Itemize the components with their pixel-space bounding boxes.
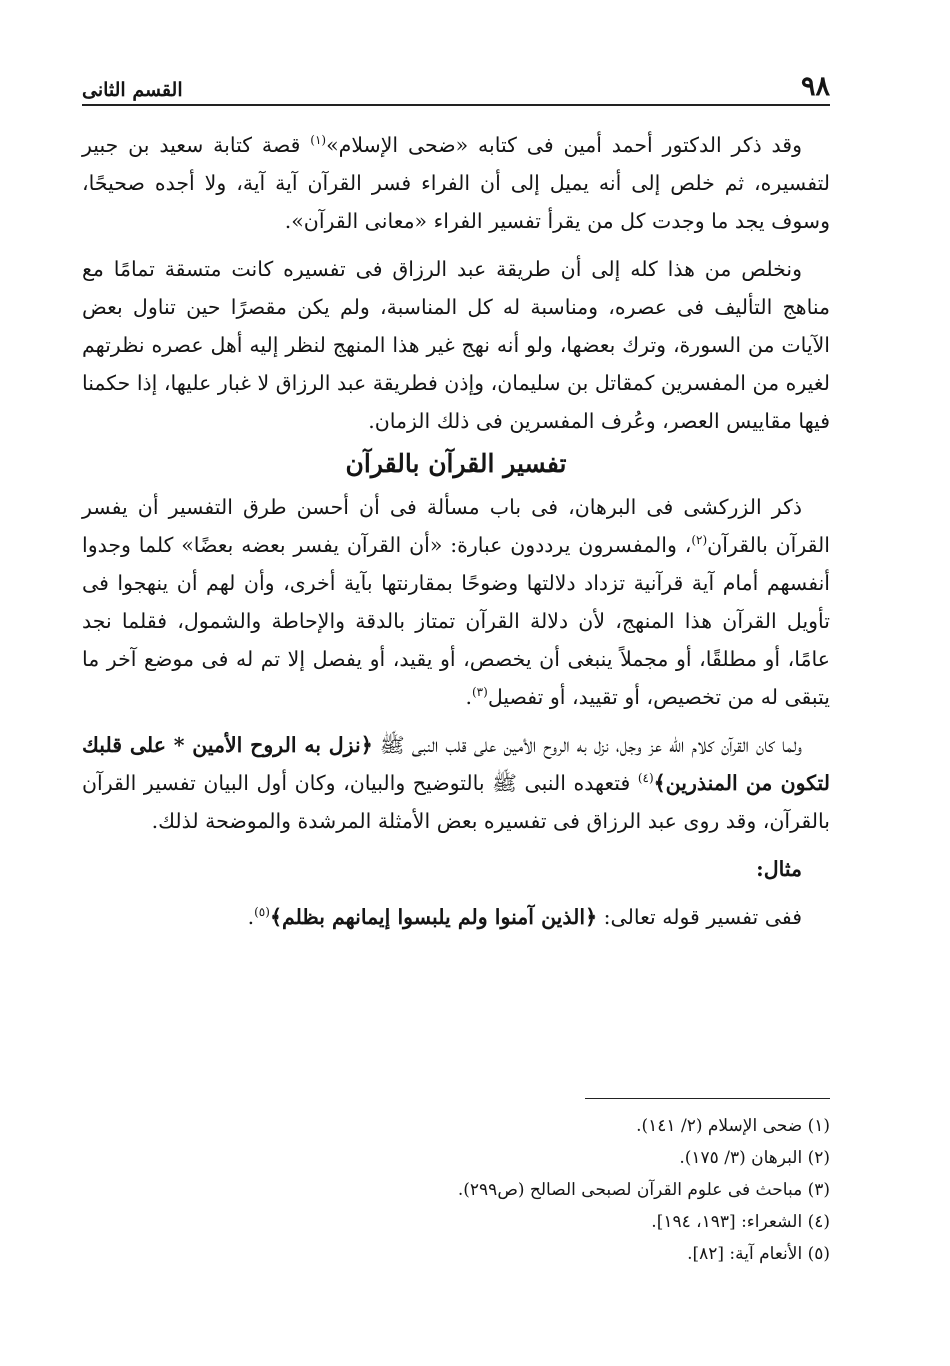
footnote-ref-5: (٥) xyxy=(254,905,270,920)
paragraph-text: ، والمفسرون يرددون عبارة: «أن القرآن يفسر بعضه بعضًا» كلما وجدوا أنفسهم أمام آية قرآنية تزداد دلالتها وضوحًا بمقارنتها بآية أخرى، وأن لهم أن ينهجوا فى تأويل القرآن هذا المنهج، لأن دلالة القرآن تمتاز بالدقة والإحاطة والشمول، فقلما نجد عامًا، أو مطلقًا، أو مجملاً ينبغى أن يخصص، أو يقيد، أو يفصل إلا تم له فى موضع آخر ما يتبقى له من تخصيص، أو تقييد، أو تفصيل xyxy=(82,533,831,709)
section-title: القسم الثانى xyxy=(82,79,183,101)
chapter-heading: تفسير القرآن بالقرآن xyxy=(345,449,567,478)
paragraph-text: ولما كان القرآن كلام الله عز وجل، نزل به الروح الأمين على قلب النبى ﷺ xyxy=(372,733,802,757)
footnote-separator xyxy=(585,1098,830,1099)
paragraph-4 xyxy=(82,726,830,840)
footnote-4: (٤) الشعراء: [١٩٣، ١٩٤]. xyxy=(651,1212,830,1232)
example-text: ففى تفسير قوله تعالى: xyxy=(597,905,802,929)
footnote-3: (٣) مباحث فى علوم القرآن لصبحى الصالح (ص٢٩٩). xyxy=(457,1180,830,1200)
paragraph-text: ذكر الزركشى فى البرهان، فى باب مسألة فى أن أحسن طرق التفسير أن يفسر القرآن بالقرآن xyxy=(82,495,830,557)
footnote-1: (١) ضحى الإسلام (٢/ ١٤١). xyxy=(636,1116,830,1136)
paragraph-3 xyxy=(82,488,830,716)
paragraph-text: وقد ذكر الدكتور أحمد أمين فى كتابه «ضحى الإسلام» xyxy=(326,133,803,157)
footnote-ref-2: (٢) xyxy=(691,533,708,548)
example-text: . xyxy=(247,905,255,929)
paragraph-text: فتعهده النبى ﷺ بالتوضيح والبيان، وكان أول البيان تفسير القرآن بالقرآن، وقد روى عبد الرزاق فى تفسيره بعض الأمثلة المرشدة والموضحة لذلك. xyxy=(82,771,830,833)
quran-quote: ﴿نزل به الروح الأمين * على قلبك لتكون من المنذرين﴾ xyxy=(82,733,830,795)
page-header xyxy=(82,62,830,106)
paragraph-1 xyxy=(82,126,830,240)
paragraph-2: ونخلص من هذا كله إلى أن طريقة عبد الرزاق فى تفسيره كانت متسقة تمامًا مع مناهج التأليف فى عصره، ومناسبة له كل المناسبة، ولم يكن مقصرًا حين تناول بعض الآيات من السورة، وترك بعضها، ولو أنه نهج غير هذا المنهج لنظر إليه أهل عصره نظرتهم لغيره من المفسرين كمقاتل بن سليمان، وإذن فطريقة عبد الرزاق لا غبار عليها، إذا حكمنا فيها مقاييس العصر، وعُرف المفسرين فى ذلك الزمان. xyxy=(82,257,830,433)
footnote-5: (٥) الأنعام آية: [٨٢]. xyxy=(687,1244,830,1264)
footnote-ref-1: (١) xyxy=(310,133,327,148)
footnote-ref-3: (٣) xyxy=(471,685,488,700)
footnotes xyxy=(82,1110,830,1270)
quran-quote: ﴿الذين آمنوا ولم يلبسوا إيمانهم بظلم﴾ xyxy=(269,905,598,929)
book-page xyxy=(82,62,831,1264)
example-label: مثال: xyxy=(756,857,802,881)
paragraph-text: . xyxy=(465,685,472,709)
paragraph-text: قصة كتابة سعيد بن جبير لتفسيره، ثم خلص إلى أنه يميل إلى أن الفراء فسر القرآن آية آية، ولا أجده صحيحًا، وسوف يجد ما وجدت كل من يقرأ تفسير الفراء «معانى القرآن». xyxy=(82,133,830,233)
footnote-2: (٢) البرهان (٣/ ١٧٥). xyxy=(679,1148,830,1168)
footnote-ref-4: (٤) xyxy=(637,771,654,786)
page-number: ٩٨ xyxy=(800,71,830,102)
example-line xyxy=(82,898,830,936)
